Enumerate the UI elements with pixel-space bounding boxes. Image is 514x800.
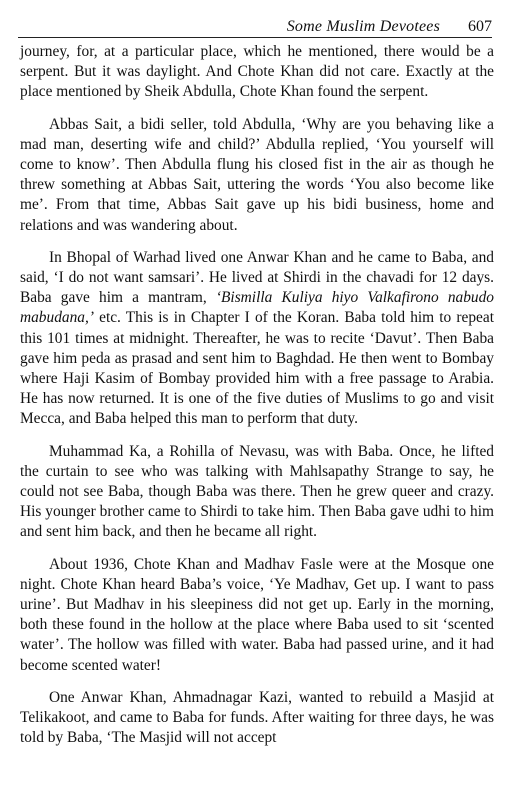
paragraph-anwar-khan-text-after: etc. This is in Chapter I of the Koran. Baba told him to repeat this 101 times at midnight. Thereafter, he was to recite ‘Davut’. Then Baba gave him peda as prasad and sent him to Baghdad. He then went to Bombay where Haji Kasim of Bombay provided him with a free passage to Arabia. He has now returned. It is one of the five duties of Muslims to go and visit Mecca, and Baba helped this man to perform that duty. bbox=[20, 309, 494, 428]
paragraph-anwar-khan-kazi: One Anwar Khan, Ahmadnagar Kazi, wanted to rebuild a Masjid at Telikakoot, and came to Baba for funds. After waiting for three days, he was told by Baba, ‘The Masjid will not accept bbox=[20, 688, 494, 747]
paragraph-abbas-sait: Abbas Sait, a bidi seller, told Abdulla, ‘Why are you behaving like a mad man, deserting wife and child?’ Abdulla replied, ‘You yourself will come to know’. Then Abdulla flung his closed fist in the air as though he threw something at Abbas Sait, uttering the words ‘You also become like me’. From that time, Abbas Sait gave up his bidi business, home and relations and was wandering about. bbox=[20, 115, 494, 234]
paragraph-chote-khan-madhav: About 1936, Chote Khan and Madhav Fasle were at the Mosque one night. Chote Khan heard Baba’s voice, ‘Ye Madhav, Get up. I want to pass urine’. But Madhav in his sleepiness did not get up. Early in the morning, both these found in the hollow at the place where Baba used to sit ‘scented water’. The hollow was filled with water. Baba had passed urine, and it had become scented water! bbox=[20, 555, 494, 674]
paragraph-muhammad-ka: Muhammad Ka, a Rohilla of Nevasu, was with Baba. Once, he lifted the curtain to see who was talking with Mahlsapathy Strange to say, he could not see Baba, though Baba was there. Then he grew queer and crazy. His younger brother came to Shirdi to take him. Then Baba gave udhi to him and sent him back, and then he became all right. bbox=[20, 442, 494, 541]
page-number: 607 bbox=[468, 18, 492, 35]
running-header-title: Some Muslim Devotees bbox=[286, 18, 440, 35]
paragraph-continued-serpent: journey, for, at a particular place, which he mentioned, there would be a serpent. But it was daylight. And Chote Khan did not care. Exactly at the place mentioned by Sheik Abdulla, Chote Khan found the serpent. bbox=[20, 43, 494, 101]
paragraph-anwar-khan-text-before: In Bhopal of Warhad lived one Anwar Khan and he came to Baba, and said, ‘I do not want samsari’. He lived at Shirdi in the chavadi for 12 days. Baba gave him a mantram, bbox=[20, 248, 494, 307]
mantram-italic: ‘Bismilla Kuliya hiyo Valkafirono nabudo mabudana,’ bbox=[20, 289, 494, 327]
header-rule bbox=[18, 37, 492, 38]
body-text bbox=[20, 42, 494, 761]
paragraph-anwar-khan-bhopal bbox=[20, 248, 494, 430]
running-header bbox=[18, 8, 492, 34]
